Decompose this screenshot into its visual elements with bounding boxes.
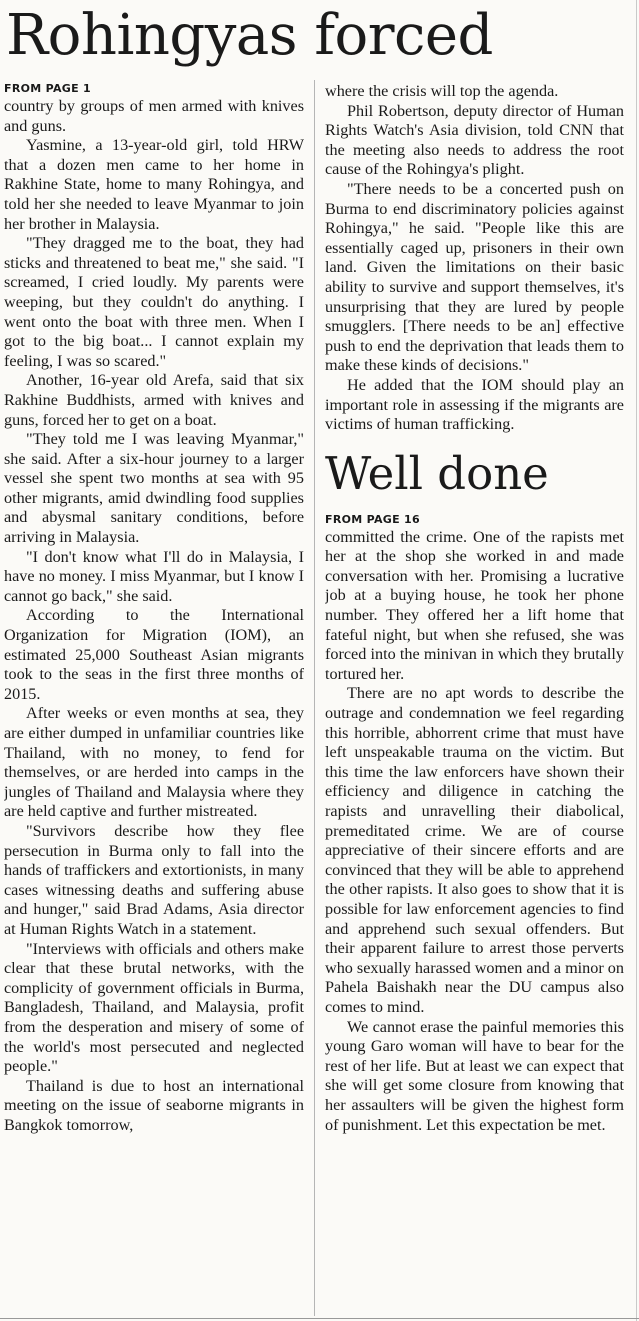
paragraph: "I don't know what I'll do in Malaysia, I have no money. I miss Myanmar, but I know I cannot go back," she said.	[4, 547, 304, 605]
paragraph: We cannot erase the painful memories this young Garo woman will have to bear for the rest of her life. But at least we can expect that she will get some closure from knowing that her assaulters will be given the highest form of punishment. Let this expectation be met.	[325, 1017, 624, 1134]
paragraph: He added that the IOM should play an important role in assessing if the migrants are victims of human trafficking.	[325, 375, 624, 434]
page-bottom-rule	[0, 1318, 639, 1319]
paragraph: There are no apt words to describe the outrage and condemnation we feel regarding this horrible, abhorrent crime that must have left unspeakable trauma on the victim. But this time the law enforcers have shown their efficiency and diligence in catching the rapists and unravelling their diabolical, premeditated crime. We are of course appreciative of their sincere efforts and are convinced that they will be able to apprehend the other rapists. It also goes to show that it is possible for law enforcement agencies to find and apprehend such sexual offenders. But their apparent failure to arrest those perverts who sexually harassed women and a minor on Pahela Baishakh near the DU campus also comes to mind.	[325, 684, 624, 1016]
paragraph: committed the crime. One of the rapists met her at the shop she worked in and made conversation with her. Promising a lucrative job at a buying house, he took her phone number. They offered her a lift home that fateful night, but when she refused, she was forced into the minivan in which they brutally tortured her.	[325, 527, 624, 683]
article-column-left	[4, 82, 304, 1318]
kicker-from-page-16: FROM PAGE 16	[325, 512, 420, 526]
headline-well-done: Well done	[325, 446, 549, 500]
paragraph: Another, 16-year old Arefa, said that six Rakhine Buddhists, armed with knives and guns, forced her to get on a boat.	[4, 371, 304, 429]
paragraph: Thailand is due to host an international meeting on the issue of seaborne migrants in Bangkok tomorrow,	[4, 1076, 304, 1134]
paragraph: "There needs to be a concerted push on Burma to end discriminatory policies against Rohingya," he said. "People like this are essentially caged up, prisoners in their own land. Given the limitations on their basic ability to survive and support themselves, it's unsurprising that they are lured by people smugglers. [There needs to be an] effective push to end the deprivation that leads them to make these kinds of decisions."	[325, 179, 624, 375]
paragraph: "They dragged me to the boat, they had sticks and threatened to beat me," she said. "I screamed, I cried loudly. My parents were weeping, but they couldn't do anything. I went onto the boat with three men. When I got to the big boat... I cannot explain my feeling, I was so scared."	[4, 234, 304, 370]
page-edge-rule	[636, 0, 637, 1321]
column-divider	[314, 80, 315, 1316]
paragraph: "Survivors describe how they flee persecution in Burma only to fall into the hands of traffickers and extortionists, in many cases witnessing deaths and suffering abuse and hunger," said Brad Adams, Asia director at Human Rights Watch in a statement.	[4, 821, 304, 938]
paragraph: where the crisis will top the agenda.	[325, 82, 559, 100]
kicker-from-page-1: FROM PAGE 1	[4, 82, 92, 95]
paragraph: After weeks or even months at sea, they are either dumped in unfamiliar countries like Thailand, with no money, to fend for themselves, or are herded into camps in the jungles of Thailand and Malaysia where they are held captive and further mistreated.	[4, 704, 304, 821]
paragraph: "Interviews with officials and others make clear that these brutal networks, with the complicity of government officials in Burma, Bangladesh, Thailand, and Malaysia, profit from the desperation and misery of some of the world's most persecuted and neglected people."	[4, 939, 304, 1076]
paragraph: "They told me I was leaving Myanmar," she said. After a six-hour journey to a larger vessel she spent two months at sea with 95 other migrants, amid dwindling food supplies and abysmal sanitary conditions, before arriving in Malaysia.	[4, 430, 304, 547]
article-column-right	[325, 82, 624, 1318]
paragraph: Phil Robertson, deputy director of Human Rights Watch's Asia division, told CNN that the meeting also needs to address the root cause of the Rohingya's plight.	[325, 101, 624, 179]
paragraph: Yasmine, a 13-year-old girl, told HRW that a dozen men came to her home in Rakhine State, home to many Rohingya, and told her she needed to leave Myanmar to join her brother in Malaysia.	[4, 136, 304, 233]
paragraph: country by groups of men armed with knives and guns.	[4, 97, 304, 135]
paragraph: According to the International Organization for Migration (IOM), an estimated 25,000 Southeast Asian migrants took to the seas in the first three months of 2015.	[4, 606, 304, 703]
headline-rohingyas-forced: Rohingyas forced	[6, 3, 493, 68]
